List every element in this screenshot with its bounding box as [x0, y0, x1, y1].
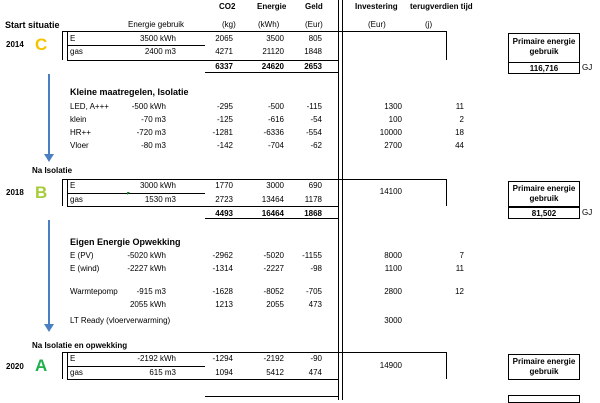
- row-border: [67, 45, 205, 46]
- cell-investering: 1100: [384, 264, 402, 273]
- row-border: [67, 206, 205, 207]
- row-amount: 3500 kWh: [139, 34, 176, 43]
- header-investering: Investering: [355, 2, 398, 11]
- cell-investering: 14900: [379, 361, 402, 370]
- cell-energie: -500: [267, 102, 284, 111]
- row-border: [62, 31, 447, 32]
- row-border: [205, 379, 338, 380]
- measure-name: E (wind): [70, 264, 100, 273]
- cell-geld: 805: [308, 34, 322, 43]
- cell-geld: 690: [308, 181, 322, 190]
- start-situatie-title: Start situatie: [5, 20, 60, 30]
- cell-energie: 2055: [266, 300, 284, 309]
- row-border: [62, 352, 447, 353]
- total-energie: 16464: [261, 209, 284, 218]
- cell-geld: 474: [308, 368, 322, 377]
- unit-gj: GJ: [582, 63, 593, 72]
- measure-name: LED, A+++: [70, 102, 109, 111]
- cell-geld: -554: [305, 128, 322, 137]
- cell-terugverdientijd: 44: [455, 141, 464, 150]
- row-amount: -2192 kWh: [137, 354, 176, 363]
- cell-co2: 1094: [215, 368, 233, 377]
- cell-geld: -1155: [302, 251, 322, 260]
- unit-eur-investering: (Eur): [368, 20, 386, 29]
- arrow-down-icon: [48, 220, 50, 326]
- row-border: [205, 60, 338, 61]
- row-type: E: [70, 34, 76, 43]
- cell-geld: 1848: [304, 47, 322, 56]
- na-isolatie-opwekking-label: Na Isolatie en opwekking: [32, 341, 128, 350]
- cell-energie: -2192: [263, 354, 284, 363]
- row-border: [67, 193, 205, 194]
- cell-terugverdientijd: 11: [455, 264, 464, 273]
- cell-co2: 1213: [215, 300, 233, 309]
- cell-investering: 14100: [379, 187, 402, 196]
- cell-co2: 2723: [215, 195, 233, 204]
- cell-border: [446, 179, 447, 206]
- measure-amount: -80 m3: [141, 141, 166, 150]
- cell-energie: 13464: [261, 195, 284, 204]
- cell-border: [446, 31, 447, 60]
- cell-terugverdientijd: 7: [459, 251, 464, 260]
- primaire-energie-title-2020: Primaire energie gebruik: [508, 354, 580, 380]
- row-border: [205, 396, 338, 397]
- cell-energie: -8052: [263, 287, 284, 296]
- cell-energie: -2227: [263, 264, 284, 273]
- cell-energie: -5020: [263, 251, 284, 260]
- measure-name: LT Ready (vloerverwarming): [70, 316, 171, 325]
- year-2014: 2014: [6, 40, 24, 49]
- arrow-head-icon: [44, 324, 54, 332]
- cell-energie: 3000: [266, 181, 284, 190]
- cell-geld: -705: [305, 287, 322, 296]
- cell-co2: 4271: [215, 47, 233, 56]
- cell-co2: -1314: [212, 264, 233, 273]
- row-type: gas: [70, 47, 83, 56]
- unit-eur: (Eur): [305, 20, 323, 29]
- cell-energie: -6336: [263, 128, 284, 137]
- cell-co2: -142: [216, 141, 233, 150]
- cell-energie: 5412: [266, 368, 284, 377]
- row-type: gas: [70, 368, 83, 377]
- header-energie: Energie: [257, 2, 287, 11]
- column-separator: [338, 0, 339, 400]
- cell-geld: -62: [310, 141, 322, 150]
- eigen-opwekking-title: Eigen Energie Opwekking: [70, 237, 181, 247]
- row-amount: 2400 m3: [144, 47, 176, 56]
- measure-amount: -500 kWh: [131, 102, 166, 111]
- cell-border: [62, 31, 63, 60]
- energy-label-a: A: [35, 356, 48, 375]
- measure-amount: -915 m3: [136, 287, 166, 296]
- total-geld: 1868: [304, 209, 322, 218]
- cell-geld: 473: [308, 300, 322, 309]
- primaire-energie-value-2020: [508, 395, 580, 403]
- kleine-maatregelen-title: Kleine maatregelen, Isolatie: [70, 87, 189, 97]
- row-type: gas: [70, 195, 83, 204]
- cell-geld: -90: [310, 354, 322, 363]
- cell-border: [62, 179, 63, 206]
- total-co2: 6337: [215, 62, 233, 71]
- cell-geld: 1178: [304, 195, 322, 204]
- row-type: E: [70, 181, 76, 190]
- primaire-energie-title-2014: Primaire energie gebruik: [508, 33, 580, 63]
- cell-border: [62, 352, 63, 379]
- measure-amount: -70 m3: [141, 115, 166, 124]
- cell-co2: -295: [216, 102, 233, 111]
- unit-jaar: (j): [425, 20, 433, 29]
- column-separator: [342, 0, 343, 400]
- unit-gj: GJ: [582, 208, 593, 217]
- cell-co2: -1294: [212, 354, 233, 363]
- cell-investering: 8000: [384, 251, 402, 260]
- cell-investering: 100: [388, 115, 402, 124]
- cell-border: [446, 352, 447, 379]
- cell-terugverdientijd: 2: [459, 115, 464, 124]
- header-geld: Geld: [305, 2, 323, 11]
- measure-amount: -2227 kWh: [127, 264, 166, 273]
- row-border: [205, 72, 338, 73]
- arrow-down-icon: [48, 74, 50, 156]
- measure-amount: -720 m3: [136, 128, 166, 137]
- row-type: E: [70, 354, 76, 363]
- cell-terugverdientijd: 11: [455, 102, 464, 111]
- cell-investering: 2800: [384, 287, 402, 296]
- energy-label-c: C: [35, 35, 48, 54]
- measure-name: E (PV): [70, 251, 94, 260]
- cell-investering: 3000: [384, 316, 402, 325]
- cell-co2: -1281: [212, 128, 233, 137]
- unit-kg: (kg): [222, 20, 236, 29]
- cell-co2: -1628: [212, 287, 233, 296]
- row-amount: 1530 m3: [144, 195, 176, 204]
- cell-co2: 2065: [215, 34, 233, 43]
- measure-amount: 2055 kWh: [129, 300, 166, 309]
- arrow-head-icon: [44, 154, 54, 162]
- cell-geld: -98: [310, 264, 322, 273]
- year-2020: 2020: [6, 362, 24, 371]
- cell-geld: -54: [310, 115, 322, 124]
- cell-energie: -704: [267, 141, 284, 150]
- header-terugverdientijd: terugverdien tijd: [410, 2, 473, 11]
- energie-gebruik-label: Energie gebruik: [128, 20, 185, 29]
- cell-investering: 2700: [384, 141, 402, 150]
- total-geld: 2653: [304, 62, 322, 71]
- row-border: [67, 60, 205, 61]
- measure-name: Vloer: [70, 141, 89, 150]
- energy-label-b: B: [35, 183, 48, 202]
- primaire-energie-title-2018: Primaire energie gebruik: [508, 181, 580, 207]
- total-energie: 24620: [261, 62, 284, 71]
- cell-co2: -2962: [212, 251, 233, 260]
- cell-investering: 10000: [379, 128, 402, 137]
- total-co2: 4493: [215, 209, 233, 218]
- cell-terugverdientijd: 18: [455, 128, 464, 137]
- row-border: [62, 179, 447, 180]
- row-border: [67, 379, 205, 380]
- primaire-energie-value-2014: 116,716: [508, 62, 580, 74]
- cell-co2: -125: [216, 115, 233, 124]
- year-2018: 2018: [6, 188, 24, 197]
- cell-comment-marker-icon: [127, 192, 130, 195]
- row-border: [205, 206, 338, 207]
- row-border: [67, 366, 205, 367]
- measure-name: klein: [70, 115, 87, 124]
- measure-amount: -5020 kWh: [127, 251, 166, 260]
- cell-co2: 1770: [215, 181, 233, 190]
- cell-geld: -115: [306, 102, 322, 111]
- cell-energie: 21120: [262, 47, 284, 56]
- cell-investering: 1300: [384, 102, 402, 111]
- unit-kwh: (kWh): [258, 20, 280, 29]
- primaire-energie-value-2018: 81,502: [508, 207, 580, 219]
- header-co2: CO2: [219, 2, 236, 11]
- na-isolatie-label: Na Isolatie: [32, 166, 73, 175]
- row-amount: 615 m3: [149, 368, 176, 377]
- measure-name: Warmtepomp: [70, 287, 118, 296]
- row-amount: 3000 kWh: [139, 181, 176, 190]
- cell-energie: 3500: [266, 34, 284, 43]
- cell-energie: -616: [267, 115, 284, 124]
- measure-name: HR++: [70, 128, 91, 137]
- cell-terugverdientijd: 12: [455, 287, 464, 296]
